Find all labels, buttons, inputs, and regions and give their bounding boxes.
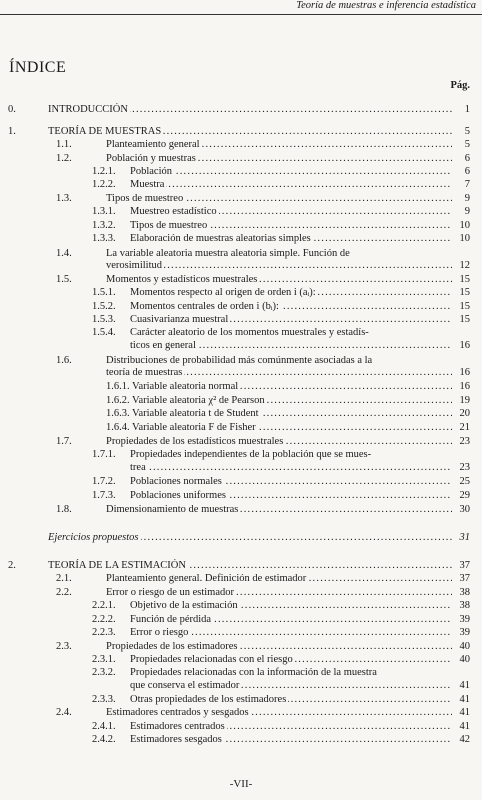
toc-entry-title: Tipos de muestreo ..... xyxy=(130,219,452,232)
toc-entry-number: 2.4.2. xyxy=(92,734,116,745)
toc-entry-title: Carácter aleatorio de los momentos muestrales y estadís- xyxy=(130,327,369,338)
toc-entry-page: 5 xyxy=(464,126,470,137)
toc-entry-number: 1.7. xyxy=(56,436,72,447)
toc-entry-page: 7 xyxy=(464,179,470,190)
running-title: Teoría de muestras e inferencia estadística xyxy=(296,0,476,11)
toc-entry-number: 1.5.1. xyxy=(92,287,116,298)
toc-entry xyxy=(0,461,482,474)
toc-entry-title: Momentos y estadísticos muestrales ..... xyxy=(106,273,452,286)
toc-entry-title: 1.6.1. Variable aleatoria normal ..... xyxy=(106,380,452,393)
toc-entry-number: 1.4. xyxy=(56,248,72,259)
toc-entry-page: 40 xyxy=(459,654,470,665)
toc-entry-number: 2.3.2. xyxy=(92,667,116,678)
toc-entry-title: ticos en general ..... xyxy=(130,339,452,352)
toc-entry-page: 41 xyxy=(459,694,470,705)
toc-entry-page: 29 xyxy=(459,490,470,501)
toc-entry-number: 1.6. xyxy=(56,355,72,366)
toc-entry-title: TEORÍA DE LA ESTIMACIÓN ..... xyxy=(48,559,452,572)
toc-entry-number: 1.7.1. xyxy=(92,449,116,460)
toc-entry-number: 2.2. xyxy=(56,587,72,598)
toc-entry-page: 42 xyxy=(459,734,470,745)
toc-entry-page: 5 xyxy=(464,139,470,150)
toc-entry-title: Otras propiedades de los estimadores ..... xyxy=(130,693,452,706)
toc-entry-number: 1.3. xyxy=(56,193,72,204)
toc-entry-number: 1.7.3. xyxy=(92,490,116,501)
toc-entry-title: verosimilitud ..... xyxy=(106,259,452,272)
toc-entry-title: teoría de muestras ..... xyxy=(106,366,452,379)
toc-entry xyxy=(0,259,482,272)
toc-entry-number: 1.7.2. xyxy=(92,476,116,487)
toc-entry xyxy=(0,653,482,666)
toc-entry-number: 2.3. xyxy=(56,641,72,652)
toc-entry-page: 31 xyxy=(459,532,470,543)
toc-entry xyxy=(0,300,482,313)
toc-entry-number: 2.3.1. xyxy=(92,654,116,665)
toc-entry-number: 2.3.3. xyxy=(92,694,116,705)
toc-entry xyxy=(0,313,482,326)
toc-entry-page: 38 xyxy=(459,587,470,598)
toc-entry xyxy=(0,339,482,352)
toc-entry-page: 6 xyxy=(464,166,470,177)
toc-entry-page: 12 xyxy=(459,260,470,271)
toc-entry xyxy=(0,138,482,151)
toc-entry-title: Propiedades relacionadas con la información de la muestra xyxy=(130,667,377,678)
toc-entry-title: Estimadores centrados ..... xyxy=(130,720,452,733)
page-number: -VII- xyxy=(229,778,253,790)
toc-entry xyxy=(0,394,482,407)
toc-entry-page: 19 xyxy=(459,395,470,406)
toc-entry-title: Poblaciones normales ..... xyxy=(130,475,452,488)
toc-entry-title: Error o riesgo ..... xyxy=(130,626,452,639)
toc-entry-title: 1.6.3. Variable aleatoria t de Student ..... xyxy=(106,407,452,420)
toc-entry-page: 10 xyxy=(459,233,470,244)
toc-entry-title: Planteamiento general. Definición de estimador ..... xyxy=(106,572,452,585)
toc-entry-number: 1.3.3. xyxy=(92,233,116,244)
toc-entry-title: Error o riesgo de un estimador ..... xyxy=(106,586,452,599)
toc-entry xyxy=(0,407,482,420)
toc-entry-page: 30 xyxy=(459,504,470,515)
toc-entry xyxy=(0,586,482,599)
toc-entry-page: 10 xyxy=(459,220,470,231)
toc-entry-title: Propiedades de los estimadores ..... xyxy=(106,640,452,653)
toc-entry-title: Propiedades relacionadas con el riesgo ..... xyxy=(130,653,452,666)
toc-entry-title: Estimadores centrados y sesgados ..... xyxy=(106,706,452,719)
toc-entry-page: 15 xyxy=(459,274,470,285)
toc-entry-page: 16 xyxy=(459,381,470,392)
toc-entry-title: que conserva el estimador ..... xyxy=(130,679,452,692)
toc-entry xyxy=(0,205,482,218)
toc-entry xyxy=(0,421,482,434)
page-column-label: Pág. xyxy=(450,80,470,91)
toc-entry-number: 1.5. xyxy=(56,274,72,285)
toc-entry xyxy=(0,733,482,746)
toc-entry-page: 23 xyxy=(459,436,470,447)
toc-entry xyxy=(0,599,482,612)
toc-entry xyxy=(0,380,482,393)
toc-entry-title: Elaboración de muestras aleatorias simples ..... xyxy=(130,232,452,245)
toc-entry-title: Objetivo de la estimación ..... xyxy=(130,599,452,612)
toc-entry-title: Propiedades independientes de la población que se mues- xyxy=(130,449,372,460)
toc-entry-number: 2.4. xyxy=(56,707,72,718)
toc-entry-title: Función de pérdida ..... xyxy=(130,613,452,626)
toc-entry xyxy=(0,192,482,205)
toc-entry xyxy=(0,613,482,626)
toc-entry-page: 37 xyxy=(459,560,470,571)
toc-entry-number: 1.3.2. xyxy=(92,220,116,231)
toc-entry xyxy=(0,178,482,191)
toc-entry xyxy=(0,152,482,165)
toc-entry-title: Momentos respecto al origen de orden i (aᵢ): ..... xyxy=(130,286,452,299)
toc-entry-number: 1.5.4. xyxy=(92,327,116,338)
toc-entry-title: Estimadores sesgados ..... xyxy=(130,733,452,746)
toc-entry-page: 39 xyxy=(459,614,470,625)
toc-entry-title: Cuasivarianza muestral ..... xyxy=(130,313,452,326)
toc-entry xyxy=(0,125,482,138)
toc-entry-page: 15 xyxy=(459,287,470,298)
toc-entry-page: 40 xyxy=(459,641,470,652)
toc-entry-page: 41 xyxy=(459,680,470,691)
toc-entry xyxy=(0,366,482,379)
toc-entry-page: 41 xyxy=(459,707,470,718)
toc-entry-page: 16 xyxy=(459,367,470,378)
toc-entry xyxy=(0,273,482,286)
toc-entry-page: 1 xyxy=(464,104,470,115)
toc-entry-number: 2.2.3. xyxy=(92,627,116,638)
toc-entry-title: La variable aleatoria muestra aleatoria simple. Función de xyxy=(106,248,350,259)
index-title: ÍNDICE xyxy=(9,59,67,76)
toc-entry-title: Muestra ..... xyxy=(130,178,452,191)
toc-entry-page: 20 xyxy=(459,408,470,419)
toc-entry-title: Momentos centrales de orden i (bᵢ): ..... xyxy=(130,300,452,313)
toc-entry-page: 25 xyxy=(459,476,470,487)
toc-entry-page: 15 xyxy=(459,301,470,312)
toc-entry xyxy=(0,489,482,502)
toc-entry-number: 1.5.3. xyxy=(92,314,116,325)
toc-entry-number: 1.1. xyxy=(56,139,72,150)
toc-entry xyxy=(0,693,482,706)
toc-entry-page: 15 xyxy=(459,314,470,325)
toc-entry xyxy=(0,286,482,299)
toc-entry-number: 2.4.1. xyxy=(92,721,116,732)
toc-entry xyxy=(0,503,482,516)
toc-entry-title: Poblaciones uniformes ..... xyxy=(130,489,452,502)
toc-entry-title: 1.6.2. Variable aleatoria χ² de Pearson ..... xyxy=(106,394,452,407)
toc-entry-number: 1.2.2. xyxy=(92,179,116,190)
toc-entry-page: 39 xyxy=(459,627,470,638)
toc-entry-number: 2.2.1. xyxy=(92,600,116,611)
toc-entry-page: 9 xyxy=(464,206,470,217)
toc-entry xyxy=(0,720,482,733)
toc-entry-number: 1.2.1. xyxy=(92,166,116,177)
toc-entry xyxy=(0,626,482,639)
toc-entry xyxy=(0,232,482,245)
toc-entry-number: 0. xyxy=(8,104,16,115)
toc-entry-title: Muestreo estadístico ..... xyxy=(130,205,452,218)
toc-entry-page: 23 xyxy=(459,462,470,473)
toc-entry xyxy=(0,165,482,178)
toc-entry-number: 1.2. xyxy=(56,153,72,164)
toc-entry-title: Distribuciones de probabilidad más comúnmente asociadas a la xyxy=(106,355,373,366)
toc-entry-title: trea ..... xyxy=(130,461,452,474)
toc-entry xyxy=(0,219,482,232)
toc-entry-title: INTRODUCCIÓN ..... xyxy=(48,103,452,116)
toc-entry-number: 1.8. xyxy=(56,504,72,515)
toc-entry xyxy=(0,679,482,692)
toc-entry xyxy=(0,448,482,461)
toc-entry xyxy=(0,475,482,488)
toc-entry-number: 2.2.2. xyxy=(92,614,116,625)
toc-entry-page: 37 xyxy=(459,573,470,584)
toc-entry-page: 21 xyxy=(459,422,470,433)
toc-entry xyxy=(0,706,482,719)
toc-entry-page: 9 xyxy=(464,193,470,204)
toc-entry-title: Ejercicios propuestos ..... xyxy=(48,531,452,544)
toc-entry-page: 38 xyxy=(459,600,470,611)
toc-entry-title: TEORÍA DE MUESTRAS ..... xyxy=(48,125,452,138)
toc-entry-page: 6 xyxy=(464,153,470,164)
toc-entry-title: Tipos de muestreo ..... xyxy=(106,192,452,205)
toc-entry-number: 1.5.2. xyxy=(92,301,116,312)
toc-entry-page: 16 xyxy=(459,340,470,351)
toc-entry-title: Población ..... xyxy=(130,165,452,178)
toc-entry xyxy=(0,559,482,572)
toc-entry-number: 1.3.1. xyxy=(92,206,116,217)
toc-entry xyxy=(0,435,482,448)
toc-entry-number: 1. xyxy=(8,126,16,137)
toc-entry xyxy=(0,326,482,339)
toc-entry-title: Propiedades de los estadísticos muestrales ..... xyxy=(106,435,452,448)
toc-entry xyxy=(0,103,482,116)
toc-entry xyxy=(0,572,482,585)
toc-entry-number: 2.1. xyxy=(56,573,72,584)
toc-entry-title: 1.6.4. Variable aleatoria F de Fisher ..... xyxy=(106,421,452,434)
toc-entry-number: 2. xyxy=(8,560,16,571)
toc-entry-title: Población y muestras ..... xyxy=(106,152,452,165)
toc-entry-title: Planteamiento general ..... xyxy=(106,138,452,151)
toc-entry xyxy=(0,640,482,653)
toc-entry-title: Dimensionamiento de muestras ..... xyxy=(106,503,452,516)
toc-entry xyxy=(0,666,482,679)
toc-entry-page: 41 xyxy=(459,721,470,732)
toc-entry xyxy=(0,531,482,544)
